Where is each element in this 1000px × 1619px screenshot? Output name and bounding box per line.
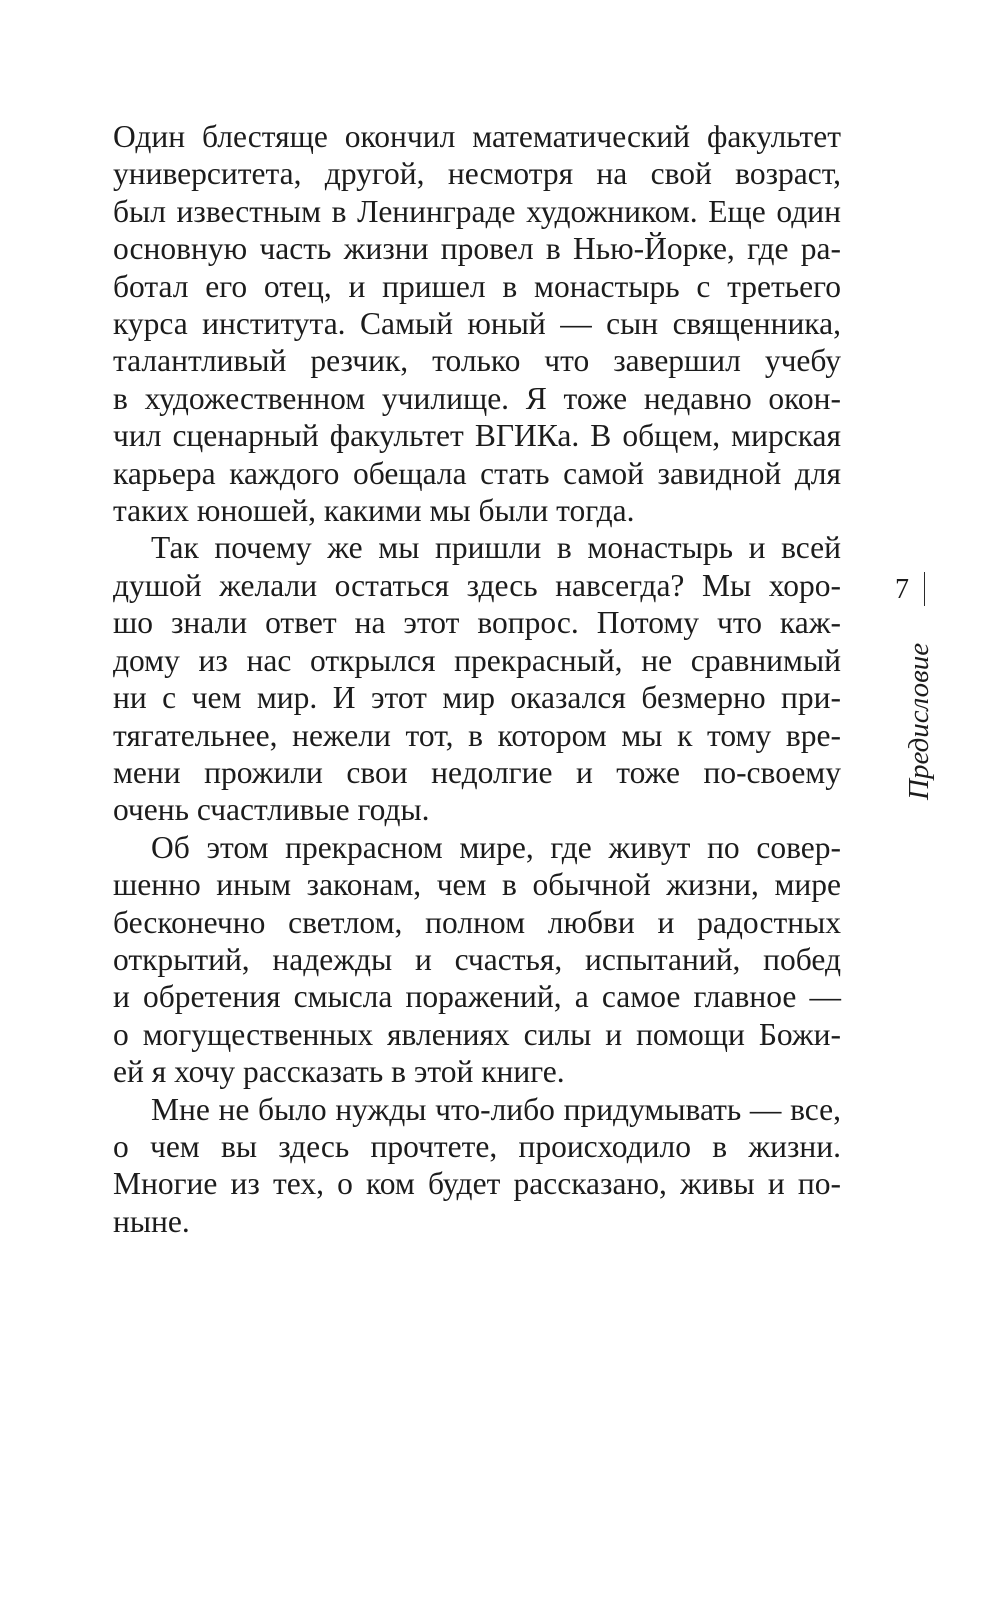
text-line: талантливый резчик, только что завершил учебу bbox=[113, 343, 841, 379]
text-line: университета, другой, несмотря на свой возраст, bbox=[113, 156, 841, 192]
text-line: Многие из тех, о ком будет рассказано, живы и по- bbox=[113, 1166, 841, 1202]
text-line: шенно иным законам, чем в обычной жизни, мире bbox=[113, 867, 841, 903]
body-text bbox=[113, 118, 841, 1240]
text-line: и обретения смысла поражений, а самое главное — bbox=[113, 979, 841, 1015]
text-line: тягательнее, нежели тот, в котором мы к тому вре- bbox=[113, 717, 841, 753]
text-line: таких юношей, какими мы были тогда. bbox=[113, 493, 635, 529]
text-line: основную часть жизни провел в Нью-Йорке, где ра- bbox=[113, 231, 841, 267]
text-line: карьера каждого обещала стать самой завидной для bbox=[113, 455, 841, 491]
text-line: о чем вы здесь прочтете, происходило в жизни. bbox=[113, 1128, 841, 1164]
section-title: Предисловие bbox=[903, 642, 935, 800]
text-line: дому из нас открылся прекрасный, не сравнимый bbox=[113, 642, 841, 678]
text-line: о могущественных явлениях силы и помощи Божи- bbox=[113, 1016, 841, 1052]
running-head bbox=[872, 570, 935, 800]
text-line: ни с чем мир. И этот мир оказался безмерно при- bbox=[113, 680, 841, 716]
text-line: очень счастливые годы. bbox=[113, 792, 430, 828]
paragraph-2 bbox=[113, 529, 841, 828]
text-line: Так почему же мы пришли в монастырь и всей bbox=[151, 530, 841, 566]
text-line: душой желали остаться здесь навсегда? Мы хоро- bbox=[113, 567, 841, 603]
text-line: Один блестяще окончил математический факультет bbox=[113, 119, 841, 154]
paragraph-4 bbox=[113, 1091, 841, 1241]
text-line: мени прожили свои недолгие и тоже по-своему bbox=[113, 754, 841, 790]
text-line: ей я хочу рассказать в этой книге. bbox=[113, 1054, 565, 1090]
text-line: бесконечно светлом, полном любви и радостных bbox=[113, 904, 841, 940]
text-line: Об этом прекрасном мире, где живут по совер- bbox=[151, 829, 841, 865]
text-line: был известным в Ленинграде художником. Еще один bbox=[113, 193, 841, 229]
text-line: Мне не было нужды что-либо придумывать — все, bbox=[151, 1091, 841, 1127]
text-line: открытий, надежды и счастья, испытаний, побед bbox=[113, 941, 841, 977]
page-number: 7 bbox=[895, 574, 909, 605]
text-line: чил сценарный факультет ВГИКа. В общем, мирская bbox=[113, 418, 841, 454]
paragraph-3 bbox=[113, 829, 841, 1091]
text-line: ныне. bbox=[113, 1203, 190, 1239]
text-line: в художественном училище. Я тоже недавно окон- bbox=[113, 380, 841, 416]
text-line: ботал его отец, и пришел в монастырь с третьего bbox=[113, 268, 841, 304]
text-line: шо знали ответ на этот вопрос. Потому что каж- bbox=[113, 605, 841, 641]
page-number-divider bbox=[924, 572, 925, 606]
text-line: курса института. Самый юный — сын священника, bbox=[113, 306, 841, 342]
paragraph-1 bbox=[113, 118, 841, 529]
